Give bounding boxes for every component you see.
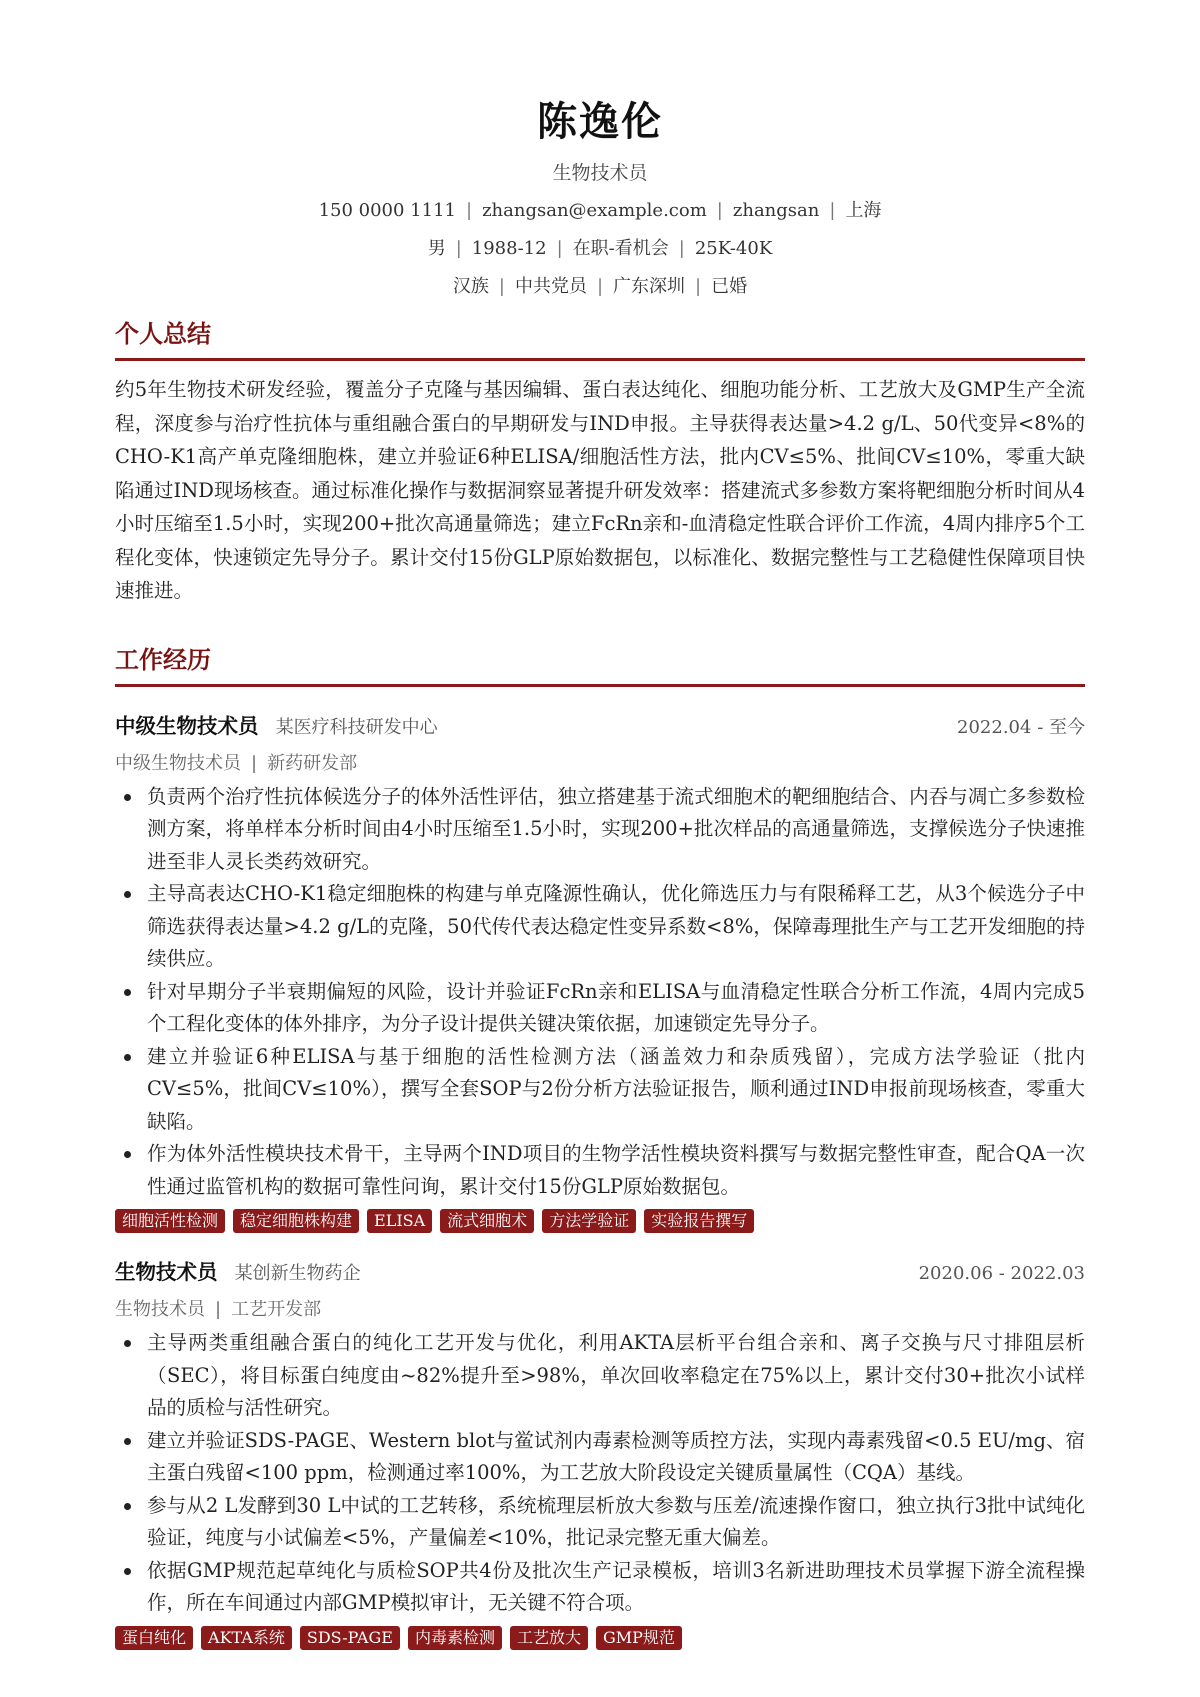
skill-tag: AKTA系统 (201, 1626, 292, 1650)
job-entry (115, 1255, 1085, 1650)
hometown: 广东深圳 (613, 276, 686, 297)
political-status: 中共党员 (514, 276, 587, 297)
gender: 男 (427, 238, 446, 259)
experience-section (115, 644, 1085, 1650)
bullet-item: 主导高表达CHO-K1稳定细胞株的构建与单克隆源性确认，优化筛选压力与有限稀释工艺，从3个候选分子中筛选获得表达量>4.2 g/L的克隆，50代传代表达稳定性变异系数<8%，保障毒理批生产与工艺开发细胞的持续供应。 (115, 878, 1085, 976)
skill-tag: GMP规范 (596, 1626, 682, 1650)
job-entry (115, 709, 1085, 1234)
separator: | (716, 200, 723, 221)
bullet-item: 主导两类重组融合蛋白的纯化工艺开发与优化，利用AKTA层析平台组合亲和、离子交换与尺寸排阻层析（SEC），将目标蛋白纯度由~82%提升至>98%，单次回收率稳定在75%以上，累计交付30+批次小试样品的质检与活性研究。 (115, 1327, 1085, 1425)
skill-tag: 细胞活性检测 (115, 1209, 225, 1233)
skill-tag: ELISA (367, 1209, 432, 1233)
wechat-id: zhangsan (732, 200, 820, 221)
job-date: 2020.06 - 2022.03 (918, 1263, 1085, 1284)
ethnicity: 汉族 (452, 276, 489, 297)
bullet-item: 针对早期分子半衰期偏短的风险，设计并验证FcRn亲和ELISA与血清稳定性联合分析工作流，4周内完成5个工程化变体的体外排序，为分子设计提供关键决策依据，加速锁定先导分子。 (115, 976, 1085, 1041)
extra-info-line (0, 274, 1200, 300)
skill-tag: 稳定细胞株构建 (233, 1209, 359, 1233)
bullet-item: 作为体外活性模块技术骨干，主导两个IND项目的生物学活性模块资料撰写与数据完整性审查，配合QA一次性通过监管机构的数据可靠性问询，累计交付15份GLP原始数据包。 (115, 1138, 1085, 1203)
separator: | (251, 752, 258, 774)
skill-tag: 工艺放大 (510, 1626, 588, 1650)
bullet-item: 建立并验证6种ELISA与基于细胞的活性检测方法（涵盖效力和杂质残留），完成方法学验证（批内CV≤5%，批间CV≤10%），撰写全套SOP与2份分析方法验证报告，顺利通过IND申报前现场核查，零重大缺陷。 (115, 1041, 1085, 1139)
company-name: 某创新生物药企 (234, 1263, 361, 1284)
separator: | (829, 200, 836, 221)
job-status: 在职-看机会 (572, 238, 669, 259)
job-header (115, 709, 1085, 739)
job-role: 中级生物技术员 (115, 752, 241, 774)
candidate-name: 陈逸伦 (537, 98, 663, 145)
contact-line (0, 198, 1200, 224)
job-title: 中级生物技术员 (115, 713, 259, 738)
job-role-line (115, 1295, 1085, 1321)
separator: | (695, 276, 702, 297)
phone-number: 150 0000 1111 (318, 200, 456, 221)
job-title: 生物技术员 (115, 1260, 218, 1284)
job-bullets (115, 1327, 1085, 1620)
job-role: 生物技术员 (115, 1299, 205, 1320)
separator: | (455, 238, 462, 259)
resume-header (0, 0, 1200, 300)
basic-info-line (0, 236, 1200, 262)
bullet-item: 依据GMP规范起草纯化与质检SOP共4份及批次生产记录模板，培训3名新进助理技术员掌握下游全流程操作，所在车间通过内部GMP模拟审计，无关键不符合项。 (115, 1555, 1085, 1620)
job-bullets (115, 781, 1085, 1204)
separator: | (498, 276, 505, 297)
job-role-line (115, 749, 1085, 775)
summary-heading: 个人总结 (115, 318, 1085, 361)
summary-section (115, 318, 1085, 608)
skill-tags (115, 1626, 1085, 1650)
email-address: zhangsan@example.com (482, 200, 707, 221)
skill-tag: 实验报告撰写 (644, 1209, 754, 1233)
candidate-title: 生物技术员 (552, 162, 648, 184)
separator: | (556, 238, 563, 259)
separator: | (678, 238, 685, 259)
department: 工艺开发部 (231, 1299, 322, 1320)
skill-tag: 蛋白纯化 (115, 1626, 193, 1650)
separator: | (596, 276, 604, 297)
separator: | (465, 200, 473, 221)
skill-tag: 方法学验证 (542, 1209, 636, 1233)
expected-salary: 25K-40K (694, 238, 773, 259)
skill-tag: 流式细胞术 (440, 1209, 534, 1233)
marital-status: 已婚 (711, 276, 748, 297)
skill-tag: SDS-PAGE (300, 1626, 400, 1650)
summary-text: 约5年生物技术研发经验，覆盖分子克隆与基因编辑、蛋白表达纯化、细胞功能分析、工艺放大及GMP生产全流程，深度参与治疗性抗体与重组融合蛋白的早期研发与IND申报。主导获得表达量>4.2 g/L、50代变异<8%的CHO-K1高产单克隆细胞株，建立并验证6种ELISA/细胞活性方法，批内CV≤5%、批间CV≤10%，零重大缺陷通过IND现场核查。通过标准化操作与数据洞察显著提升研发效率：搭建流式多参数方案将靶细胞分析时间从4小时压缩至1.5小时，实现200+批次高通量筛选；建立FcRn亲和-血清稳定性联合评价工作流，4周内排序5个工程化变体，快速锁定先导分子。累计交付15份GLP原始数据包，以标准化、数据完整性与工艺稳健性保障项目快速推进。 (115, 378, 1085, 602)
birth-date: 1988-12 (471, 238, 547, 259)
bullet-item: 参与从2 L发酵到30 L中试的工艺转移，系统梳理层析放大参数与压差/流速操作窗口，独立执行3批中试纯化验证，纯度与小试偏差<5%，产量偏差<10%，批记录完整无重大偏差。 (115, 1490, 1085, 1555)
company-name: 某医疗科技研发中心 (275, 716, 438, 738)
department: 新药研发部 (267, 752, 358, 774)
bullet-item: 建立并验证SDS-PAGE、Western blot与鲎试剂内毒素检测等质控方法，实现内毒素残留<0.5 EU/mg、宿主蛋白残留<100 ppm，检测通过率100%，为工艺放大阶段设定关键质量属性（CQA）基线。 (115, 1425, 1085, 1490)
skill-tag: 内毒素检测 (408, 1626, 502, 1650)
bullet-item: 负责两个治疗性抗体候选分子的体外活性评估，独立搭建基于流式细胞术的靶细胞结合、内吞与凋亡多参数检测方案，将单样本分析时间由4小时压缩至1.5小时，实现200+批次样品的高通量筛选，支撑候选分子快速推进至非人灵长类药效研究。 (115, 781, 1085, 879)
job-date: 2022.04 - 至今 (957, 716, 1085, 738)
job-header (115, 1255, 1085, 1285)
separator: | (215, 1299, 222, 1320)
city: 上海 (845, 200, 882, 221)
skill-tags (115, 1209, 1085, 1233)
experience-heading: 工作经历 (115, 644, 1085, 687)
